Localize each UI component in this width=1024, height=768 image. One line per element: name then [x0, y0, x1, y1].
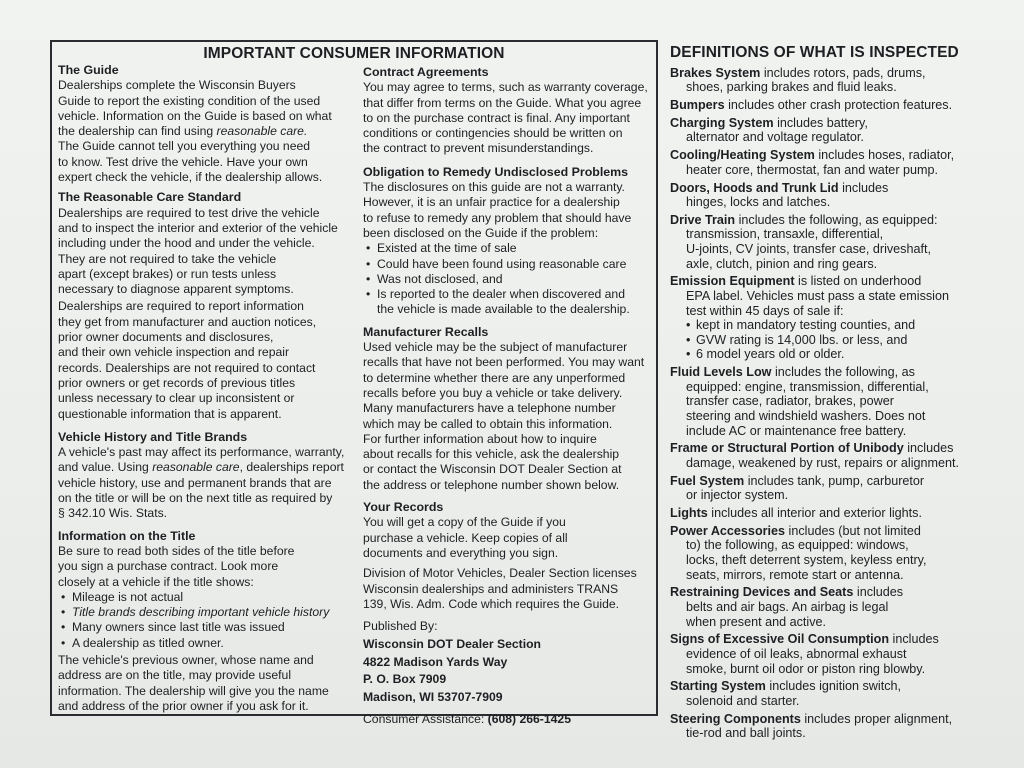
definition-line: when present and active. [686, 614, 827, 629]
text-line: the vehicle is made available to the dealership. [377, 302, 630, 317]
assistance-label: Consumer Assistance: [363, 712, 488, 727]
definition-line: transfer case, radiator, brakes, power [686, 394, 894, 409]
section-records [363, 500, 655, 612]
heading-vehicle-history: Vehicle History and Title Brands [58, 429, 248, 444]
definition-item [670, 679, 986, 708]
definition-first-line [670, 181, 986, 196]
text-line: been disclosed on the Guide if the problem: [363, 225, 599, 240]
text-line: the address or telephone number shown below. [363, 477, 620, 492]
definition-first-line [670, 441, 986, 456]
obligation-bullets [363, 241, 655, 302]
text-line: to on the purchase contract is final. Any important [363, 110, 630, 125]
definition-text: includes [889, 632, 939, 647]
definition-line: steering and windshield washers. Does not [686, 408, 926, 423]
definition-line: heater core, thermostat, fan and water pump. [686, 162, 939, 177]
definition-line: evidence of oil leaks, abnormal exhaust [686, 647, 907, 661]
definition-text: includes proper alignment, [800, 711, 953, 726]
definition-line: locks, theft deterrent system, keyless entry, [686, 553, 927, 568]
section-obligation [363, 165, 655, 318]
text-line: you sign a purchase contract. Look more [58, 559, 279, 574]
definition-term: Charging System [670, 115, 774, 130]
definition-term: Power Accessories [670, 523, 786, 538]
text-line: to refuse to remedy any problem that should have [363, 210, 632, 225]
definitions-title: DEFINITIONS OF WHAT IS INSPECTED [670, 44, 959, 61]
text-line: or contact the Wisconsin DOT Dealer Section at [363, 462, 622, 477]
heading-the-guide: The Guide [58, 63, 119, 77]
publisher-name: Wisconsin DOT Dealer Section [363, 636, 542, 651]
bullet-item [58, 605, 350, 620]
text-line: and address of the prior owner if you ask for it. [58, 698, 309, 713]
text-fragment: the dealership can find using [58, 124, 217, 139]
definition-item [670, 506, 986, 521]
definition-line: transmission, transaxle, differential, [686, 227, 884, 242]
definition-line: axle, clutch, pinion and ring gears. [686, 256, 878, 271]
text-line: prior owners or get records of previous titles [58, 375, 296, 390]
definition-item [670, 524, 986, 582]
section-title-info [58, 529, 350, 715]
text-line: Division of Motor Vehicles, Dealer Section licenses [363, 566, 637, 581]
definition-item [670, 712, 986, 741]
bullet-item: • 6 model years old or older. [682, 347, 986, 362]
bullet-item: • Is reported to the dealer when discovered and [363, 287, 655, 302]
definition-bullets [670, 318, 986, 362]
text-line: and their own vehicle inspection and repair [58, 345, 290, 360]
definition-term: Bumpers [670, 97, 725, 112]
text-line: information. The dealership will give you the name [58, 683, 329, 698]
text-line: Dealerships are required to test drive the vehicle [58, 205, 320, 220]
text-line: The Guide cannot tell you everything you need [58, 139, 311, 154]
text-line: apart (except brakes) or run tests unless [58, 266, 277, 281]
definition-line: smoke, burnt oil odor or piston ring blowby. [686, 661, 926, 676]
text-line: address are on the title, may provide useful [58, 668, 292, 683]
definition-item [670, 585, 986, 629]
definition-term: Cooling/Heating System [670, 148, 815, 163]
definition-text: includes other crash protection features. [724, 97, 953, 112]
definition-line: hinges, locks and latches. [686, 195, 831, 210]
definition-first-line [670, 213, 986, 228]
publisher-city: Madison, WI 53707-7909 [363, 690, 503, 705]
section-the-guide [58, 63, 350, 185]
definition-text: includes hoses, radiator, [814, 148, 955, 163]
text-line: A vehicle's past may affect its performance, warranty, [58, 445, 345, 460]
definition-line: solenoid and starter. [686, 693, 800, 708]
bullet-item: • Many owners since last title was issued [58, 620, 350, 635]
definition-item [670, 365, 986, 438]
definition-term: Signs of Excessive Oil Consumption [670, 632, 890, 647]
definition-line: equipped: engine, transmission, differential, [686, 379, 929, 394]
heading-records: Your Records [363, 500, 444, 515]
definition-term: Fuel System [670, 473, 745, 488]
title-bullets [58, 590, 350, 651]
consumer-info-title: IMPORTANT CONSUMER INFORMATION [203, 45, 505, 62]
definition-term: Starting System [670, 679, 766, 694]
text-line: 139, Wis. Adm. Code which requires the Guide. [363, 596, 620, 611]
section-reasonable-care [58, 190, 350, 421]
text-line: Dealerships are required to report information [58, 299, 304, 314]
definition-term: Doors, Hoods and Trunk Lid [670, 180, 839, 195]
definition-term: Restraining Devices and Seats [670, 585, 854, 600]
right-column [363, 65, 655, 729]
definition-first-line [670, 274, 986, 289]
definition-text: includes all interior and exterior lights. [707, 506, 922, 521]
definition-text: includes [903, 441, 954, 456]
definition-line: shoes, parking brakes and fluid leaks. [686, 80, 897, 95]
heading-reasonable-care: The Reasonable Care Standard [58, 190, 242, 205]
definition-item [670, 181, 986, 210]
text-line: that differ from terms on the Guide. What you agree [363, 95, 642, 110]
consumer-assistance [363, 711, 655, 729]
bullet-item: • GVW rating is 14,000 lbs. or less, and [682, 333, 986, 348]
definition-text: includes the following, as [771, 365, 915, 380]
published-label: Published By: [363, 619, 438, 634]
emphasis-reasonable-care: reasonable care. [216, 124, 308, 139]
text-line: and to inspect the interior and exterior of the vehicle [58, 220, 338, 235]
text-line: The vehicle's previous owner, whose name and [58, 652, 314, 667]
text-line [58, 124, 350, 139]
definition-first-line [670, 474, 986, 489]
consumer-info-box [50, 40, 658, 727]
text-line: the contract to prevent misunderstandings. [363, 141, 594, 156]
text-line: However, it is an unfair practice for a dealership [363, 195, 620, 210]
definition-line: to) the following, as equipped: windows, [686, 538, 909, 553]
definition-first-line [670, 632, 986, 647]
definition-first-line [670, 585, 986, 600]
definition-text: includes tank, pump, carburetor [744, 473, 925, 488]
text-line: to determine whether there are any unperformed [363, 370, 626, 385]
definition-item [670, 148, 986, 177]
text-line: For further information about how to inquire [363, 431, 597, 446]
left-column [58, 63, 350, 714]
definition-text: includes rotors, pads, drums, [760, 65, 926, 80]
text-line: prior owner documents and disclosures, [58, 330, 274, 345]
text-fragment: and value. Using [58, 460, 153, 475]
text-line: records. Dealerships are not required to contact [58, 360, 316, 375]
text-line: questionable information that is apparent. [58, 406, 282, 421]
definition-text: includes battery, [773, 115, 868, 130]
text-line: about recalls for this vehicle, ask the dealership [363, 447, 620, 462]
bullet-text: Title brands describing important vehicle history [72, 605, 330, 620]
definition-item [670, 274, 986, 362]
definitions-panel [666, 46, 986, 744]
bullet-item: • Was not disclosed, and [363, 272, 655, 287]
text-line: They are not required to take the vehicle [58, 251, 277, 266]
definition-term: Steering Components [670, 711, 801, 726]
definition-line: tie-rod and ball joints. [686, 726, 806, 741]
definition-item [670, 66, 986, 95]
definition-term: Brakes System [670, 65, 761, 80]
definition-line: include AC or maintenance free battery. [686, 423, 907, 438]
text-fragment: , dealerships report [239, 460, 344, 475]
definition-term: Drive Train [670, 212, 736, 227]
text-line: necessary to diagnose apparent symptoms. [58, 282, 294, 297]
definition-first-line [670, 66, 986, 81]
heading-contract: Contract Agreements [363, 65, 489, 79]
definition-text: is listed on underhood [794, 274, 922, 289]
bullet-item: • A dealership as titled owner. [58, 636, 350, 651]
definition-line: damage, weakened by rust, repairs or alignment. [686, 455, 960, 470]
text-line: You will get a copy of the Guide if you [363, 515, 566, 530]
definition-item [670, 441, 986, 470]
text-line: Wisconsin dealerships and administers TRANS [363, 581, 619, 596]
definition-text: includes (but not limited [785, 523, 921, 538]
text-line: closely at a vehicle if the title shows: [58, 574, 254, 589]
definition-first-line [670, 506, 986, 521]
publisher-street: 4822 Madison Yards Way [363, 654, 508, 669]
text-line: Be sure to read both sides of the title before [58, 543, 295, 558]
definition-term: Frame or Structural Portion of Unibody [670, 441, 904, 456]
text-line: recalls before you buy a vehicle or take delivery. [363, 385, 623, 400]
definitions-list [666, 66, 986, 741]
text-line: Guide to report the existing condition of the used [58, 93, 321, 108]
text-line: on the title or will be on the next title as required by [58, 491, 333, 506]
text-line: The disclosures on this guide are not a warranty. [363, 180, 625, 195]
section-contract [363, 65, 655, 157]
text-line: to know. Test drive the vehicle. Have your own [58, 154, 308, 169]
definition-line: or injector system. [686, 488, 789, 503]
text-line: unless necessary to clear up inconsistent or [58, 391, 295, 406]
text-line: § 342.10 Wis. Stats. [58, 506, 168, 521]
bullet-item: • Mileage is not actual [58, 590, 350, 605]
text-line [58, 460, 350, 475]
definition-line: U-joints, CV joints, transfer case, driveshaft, [686, 242, 931, 257]
definition-text: includes the following, as equipped: [735, 212, 938, 227]
text-line: conditions or contingencies should be written on [363, 126, 623, 141]
text-line: Many manufacturers have a telephone number [363, 401, 616, 416]
text-line: which may be called to obtain this information. [363, 416, 613, 431]
assistance-phone: (608) 266-1425 [487, 712, 571, 727]
bullet-item: • Could have been found using reasonable care [363, 257, 655, 272]
text-line: Dealerships complete the Wisconsin Buyers [58, 78, 296, 93]
definition-first-line [670, 524, 986, 539]
emphasis-reasonable-care: reasonable care [152, 460, 240, 475]
definition-item [670, 474, 986, 503]
definition-term: Emission Equipment [670, 274, 795, 289]
text-line: documents and everything you sign. [363, 545, 559, 560]
definition-first-line [670, 98, 986, 113]
definition-text: includes [853, 585, 904, 600]
definition-line: EPA label. Vehicles must pass a state emission [686, 289, 949, 304]
section-published [363, 618, 655, 729]
bullet-item: • kept in mandatory testing counties, and [682, 318, 986, 333]
heading-recalls: Manufacturer Recalls [363, 324, 489, 339]
text-line: purchase a vehicle. Keep copies of all [363, 530, 568, 545]
definition-item [670, 213, 986, 271]
text-line: vehicle. Information on the Guide is based on what [58, 108, 332, 123]
definition-term: Lights [670, 506, 708, 521]
definition-first-line [670, 712, 986, 727]
definition-item [670, 98, 986, 113]
definition-first-line [670, 148, 986, 163]
definition-first-line [670, 679, 986, 694]
definition-item [670, 116, 986, 145]
text-line: vehicle history, use and permanent brands that are [58, 475, 332, 490]
definition-term: Fluid Levels Low [670, 365, 772, 380]
text-line: including under the hood and under the vehicle. [58, 236, 315, 251]
text-line: expert check the vehicle, if the dealership allows. [58, 170, 323, 185]
text-line: Used vehicle may be the subject of manufacturer [363, 340, 628, 355]
heading-title-info: Information on the Title [58, 528, 196, 543]
text-line: You may agree to terms, such as warranty coverage, [363, 80, 648, 95]
definition-item [670, 632, 986, 676]
definition-first-line [670, 116, 986, 131]
text-line: recalls that have not been performed. You may want [363, 355, 645, 370]
bullet-item: • Existed at the time of sale [363, 241, 655, 256]
definition-line: test within 45 days of sale if: [686, 303, 844, 318]
definition-line: alternator and voltage regulator. [686, 130, 864, 145]
definition-text: includes ignition switch, [765, 679, 901, 694]
heading-obligation: Obligation to Remedy Undisclosed Problems [363, 164, 629, 179]
section-recalls [363, 325, 655, 493]
text-line: they get from manufacturer and auction notices, [58, 314, 317, 329]
definition-line: belts and air bags. An airbag is legal [686, 600, 889, 615]
section-vehicle-history [58, 430, 350, 522]
publisher-po-box: P. O. Box 7909 [363, 672, 447, 687]
definition-first-line [670, 365, 986, 380]
definition-line: seats, mirrors, remote start or antenna. [686, 567, 904, 582]
definition-text: includes [838, 180, 889, 195]
